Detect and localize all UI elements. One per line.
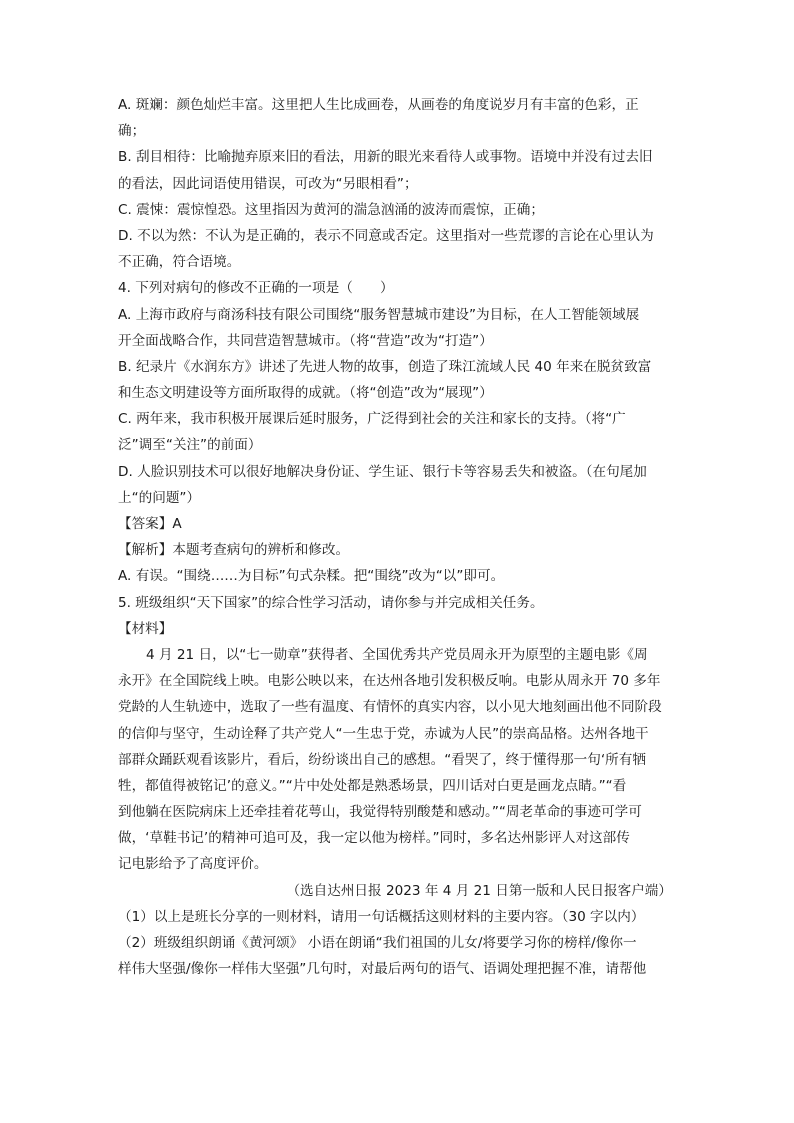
- question-4-option-a: A. 上海市政府与商汤科技有限公司围绕“服务智慧城市建设”为目标，在人工智能领域展: [118, 306, 640, 323]
- material-label: 【材料】: [118, 620, 173, 637]
- question-4-option-d-cont: 上“的问题”）: [118, 489, 201, 506]
- question-4-option-c-cont: 泛”调至“关注”的前面）: [118, 437, 262, 454]
- material-source: （选自达州日报 2023 年 4 月 21 日第一版和人民日报客户端）: [286, 882, 672, 899]
- material-paragraph-line: 的信仰与坚守，生动诠释了共产党人“一生忠于党，赤诚为人民”的崇高品格。达州各地干: [118, 725, 649, 742]
- question-4-option-a-cont: 开全面战略合作，共同营造智慧城市。（将“营造”改为“打造”）: [118, 332, 493, 349]
- question-5-part-2: （2）班级组织朗诵《黄河颂》 小语在朗诵“我们祖国的儿女/将要学习你的榜样/像你一: [118, 935, 637, 951]
- material-paragraph-line: 牲，都值得被铭记’的意义。”“片中处处都是熟悉场景，四川话对白更是画龙点睛。”“看: [118, 777, 627, 794]
- material-paragraph-line: 到他躺在医院病床上还牵挂着花萼山，我觉得特别酸楚和感动。”“周老革命的事迹可学可: [118, 804, 642, 821]
- question-5-stem: 5. 班级组织“天下国家”的综合性学习活动，请你参与并完成相关任务。: [118, 594, 544, 611]
- question-4-option-d: D. 人脸识别技术可以很好地解决身份证、学生证、银行卡等容易丢失和被盗。（在句尾加: [118, 463, 647, 480]
- question-4-stem: 4. 下列对病句的修改不正确的一项是（ ）: [118, 280, 394, 297]
- option-d-explanation: D. 不以为然：不认为是正确的，表示不同意或否定。这里指对一些荒谬的言论在心里认为: [118, 227, 654, 244]
- option-d-explanation-cont: 不正确，符合语境。: [118, 254, 241, 271]
- analysis-detail: A. 有误。“围绕……为目标”句式杂糅。把“围绕”改为“以”即可。: [118, 568, 505, 585]
- option-a-explanation-cont: 确；: [118, 123, 146, 140]
- material-paragraph-line: 党龄的人生轨迹中，选取了一些有温度、有情怀的真实内容，以小见大地刻画出他不同阶段: [118, 699, 662, 716]
- option-b-explanation: B. 刮目相待：比喻抛弃原来旧的看法，用新的眼光来看待人或事物。语境中并没有过去旧: [118, 149, 653, 166]
- option-a-explanation: A. 斑斓：颜色灿烂丰富。这里把人生比成画卷，从画卷的角度说岁月有丰富的色彩，正: [118, 97, 639, 113]
- analysis-label: 【解析】本题考查病句的辨析和修改。: [118, 542, 350, 559]
- option-b-explanation-cont: 的看法，因此词语使用错误，可改为“另眼相看”；: [118, 175, 418, 192]
- answer-label: 【答案】A: [118, 516, 182, 532]
- material-paragraph-line: 部群众踊跃观看该影片，看后，纷纷谈出自己的感想。“看哭了，终于懂得那一句‘所有牺: [118, 751, 646, 768]
- material-paragraph-line: 做，‘草鞋书记’的精神可追可及，我一定以他为榜样。”同时，多名达州影评人对这部传: [118, 830, 630, 847]
- material-paragraph-line: 永开》在全国院线上映。电影公映以来，在达州各地引发积极反响。电影从周永开 70 多年: [118, 673, 661, 690]
- document-page: [118, 92, 678, 982]
- question-4-option-b: B. 纪录片《水润东方》讲述了先进人物的故事，创造了珠江流域人民 40 年来在脱贫致富: [118, 358, 652, 375]
- question-4-option-c: C. 两年来，我市积极开展课后延时服务，广泛得到社会的关注和家长的支持。（将“广: [118, 411, 626, 428]
- question-4-option-b-cont: 和生态文明建设等方面所取得的成就。（将“创造”改为“展现”）: [118, 385, 493, 402]
- material-paragraph: 4 月 21 日，以“七一勋章”获得者、全国优秀共产党员周永开为原型的主题电影《周: [146, 646, 648, 663]
- material-paragraph-line: 记电影给予了高度评价。: [118, 856, 268, 873]
- question-5-part-1: （1）以上是班长分享的一则材料，请用一句话概括这则材料的主要内容。（30 字以内）: [118, 908, 645, 925]
- option-c-explanation: C. 震悚：震惊惶恐。这里指因为黄河的湍急汹涌的波涛而震惊，正确；: [118, 201, 544, 218]
- question-5-part-2-cont: 样伟大坚强/像你一样伟大坚强”几句时，对最后两句的语气、语调处理把握不准，请帮他: [118, 961, 647, 978]
